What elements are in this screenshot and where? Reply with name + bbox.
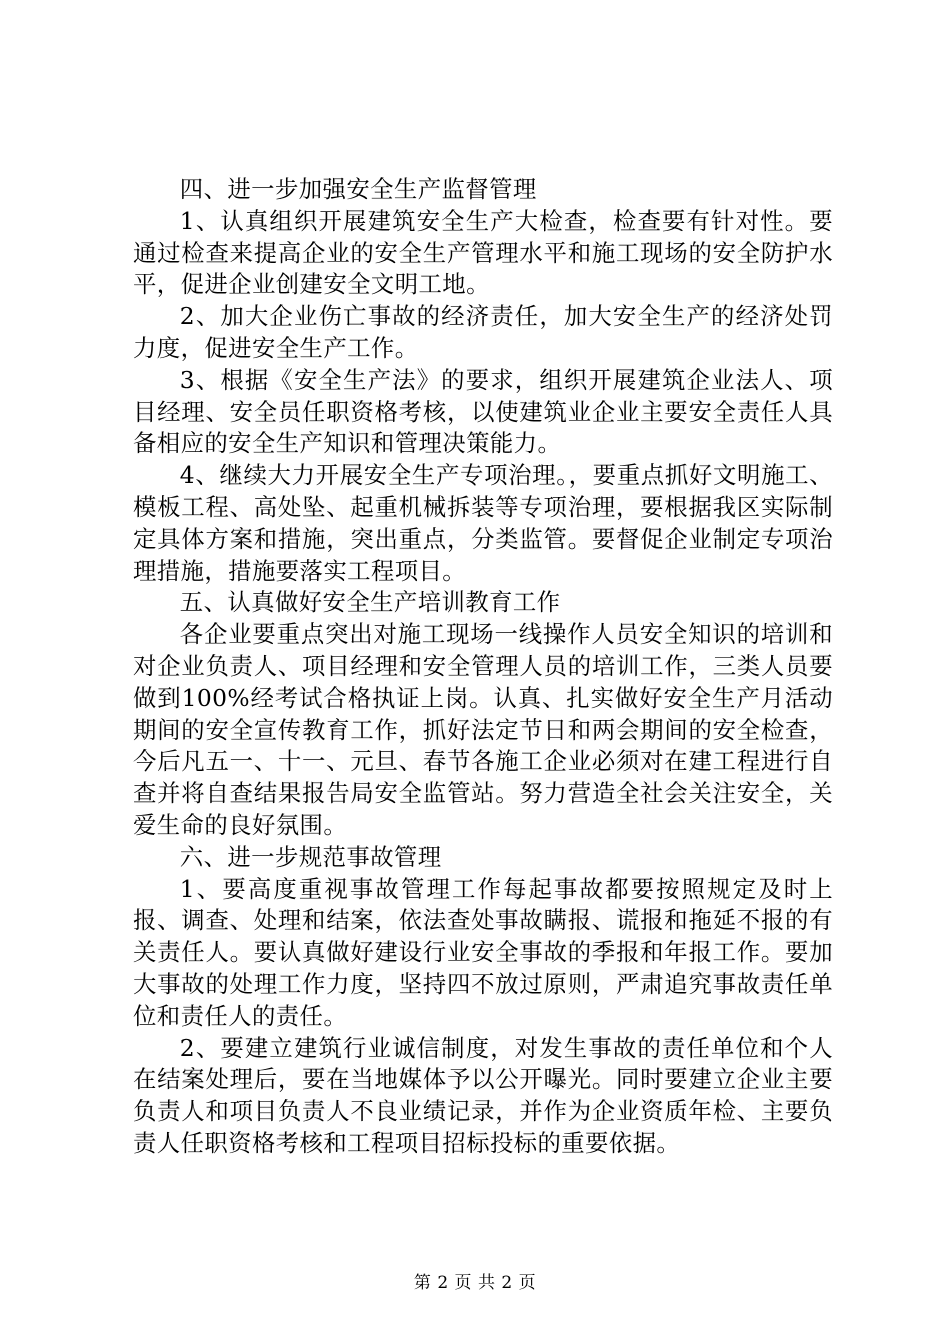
paragraph-4-1: 1、认真组织开展建筑安全生产大检查，检查要有针对性。要通过检查来提高企业的安全生产管理水平和施工现场的安全防护水平，促进企业创建安全文明工地。 — [133, 206, 833, 299]
paragraph-4-2: 2、加大企业伤亡事故的经济责任，加大安全生产的经济处罚力度，促进安全生产工作。 — [133, 302, 833, 362]
paragraph-4-3: 3、根据《安全生产法》的要求，组织开展建筑企业法人、项目经理、安全员任职资格考核，以使建筑业企业主要安全责任人具备相应的安全生产知识和管理决策能力。 — [133, 365, 833, 458]
paragraph-5-1: 各企业要重点突出对施工现场一线操作人员安全知识的培训和对企业负责人、项目经理和安全管理人员的培训工作，三类人员要做到100%经考试合格执证上岗。认真、扎实做好安全生产月活动期间的安全宣传教育工作，抓好法定节日和两会期间的安全检查，今后凡五一、十一、元旦、春节各施工企业必须对在建工程进行自查并将自查结果报告局安全监管站。努力营造全社会关注安全，关爱生命的良好氛围。 — [133, 620, 833, 839]
page-footer — [0, 1272, 950, 1294]
page-number-label: 第 2 页 共 2 页 — [413, 1273, 537, 1293]
paragraph-6-1: 1、要高度重视事故管理工作每起事故都要按照规定及时上报、调查、处理和结案，依法查处事故瞒报、谎报和拖延不报的有关责任人。要认真做好建设行业安全事故的季报和年报工作。要加大事故的处理工作力度，坚持四不放过原则，严肃追究事故责任单位和责任人的责任。 — [133, 874, 833, 1030]
section-heading-6: 六、进一步规范事故管理 — [179, 842, 442, 871]
section-heading-5: 五、认真做好安全生产培训教育工作 — [179, 588, 561, 617]
document-body — [133, 174, 833, 1160]
paragraph-6-2: 2、要建立建筑行业诚信制度，对发生事故的责任单位和个人在结案处理后，要在当地媒体予以公开曝光。同时要建立企业主要负责人和项目负责人不良业绩记录，并作为企业资质年检、主要负责人任职资格考核和工程项目招标投标的重要依据。 — [133, 1033, 833, 1157]
section-heading-4: 四、进一步加强安全生产监督管理 — [179, 175, 537, 203]
paragraph-4-4: 4、继续大力开展安全生产专项治理。，要重点抓好文明施工、模板工程、高处坠、起重机械拆装等专项治理，要根据我区实际制定具体方案和措施，突出重点，分类监管。要督促企业制定专项治理措施，措施要落实工程项目。 — [133, 461, 833, 585]
